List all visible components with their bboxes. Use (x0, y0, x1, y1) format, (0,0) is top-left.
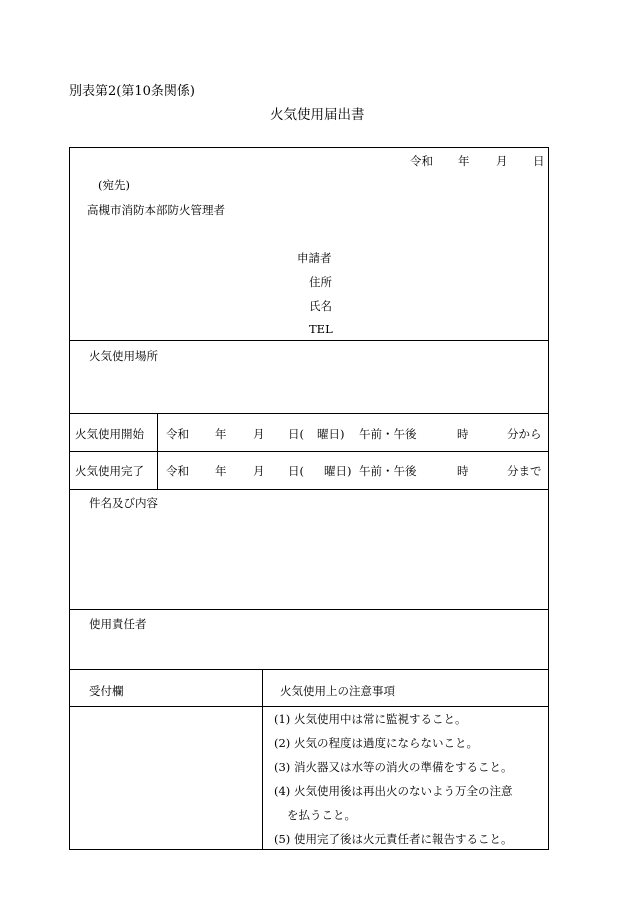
end-weekday: 曜日) (324, 464, 352, 478)
date-era: 令和 (410, 154, 433, 168)
annex-label: 別表第2(第10条関係) (69, 84, 195, 99)
applicant-label: 申請者 (297, 251, 332, 265)
notes-label: 火気使用上の注意事項 (280, 684, 395, 698)
date-day: 日 (533, 154, 545, 168)
form-title: 火気使用届出書 (270, 107, 365, 123)
applicant-tel-label: TEL (309, 322, 333, 336)
rule-after-end (69, 489, 549, 490)
applicant-name-label: 氏名 (309, 299, 332, 313)
start-day: 日( (288, 427, 304, 441)
end-label: 火気使用完了 (75, 464, 144, 478)
rule-after-responsible (69, 669, 549, 670)
end-day: 日( (288, 464, 304, 478)
start-hour: 時 (457, 427, 469, 441)
end-suffix: 分まで (507, 464, 542, 478)
start-ampm: 午前・午後 (359, 427, 417, 441)
start-era: 令和 (166, 427, 189, 441)
end-era: 令和 (166, 464, 189, 478)
end-year: 年 (215, 464, 227, 478)
rule-after-notes-header (69, 706, 549, 707)
start-month: 月 (253, 427, 265, 441)
rule-after-subject (69, 609, 549, 610)
end-ampm: 午前・午後 (359, 464, 417, 478)
note-item: (2) 火気の程度は過度にならないこと。 (274, 736, 478, 750)
responsible-label: 使用責任者 (89, 617, 147, 631)
applicant-address-label: 住所 (309, 275, 332, 289)
start-weekday: 曜日) (317, 427, 345, 441)
note-item: (4) 火気使用後は再出火のないよう万全の注意 (274, 784, 513, 798)
end-hour: 時 (457, 464, 469, 478)
date-year: 年 (458, 154, 470, 168)
end-month: 月 (253, 464, 265, 478)
location-label: 火気使用場所 (89, 349, 158, 363)
note-item: (3) 消火器又は水等の消火の準備をすること。 (274, 760, 513, 774)
rule-reception-divider (262, 669, 263, 850)
rule-after-location (69, 413, 549, 414)
addressee-name: 高槻市消防本部防火管理者 (87, 203, 225, 217)
note-item: (5) 使用完了後は火元責任者に報告すること。 (274, 832, 513, 846)
rule-after-header (69, 340, 549, 341)
rule-datetime-divider (157, 413, 158, 489)
subject-label: 件名及び内容 (89, 496, 158, 510)
rule-after-start (69, 451, 549, 452)
date-month: 月 (496, 154, 508, 168)
note-item: (1) 火気使用中は常に監視すること。 (274, 712, 467, 726)
start-label: 火気使用開始 (75, 427, 144, 441)
reception-label: 受付欄 (89, 684, 124, 698)
addressee-prefix: (宛先) (98, 178, 130, 192)
start-year: 年 (215, 427, 227, 441)
note-item-continuation: を払うこと。 (287, 808, 356, 822)
start-suffix: 分から (507, 427, 542, 441)
